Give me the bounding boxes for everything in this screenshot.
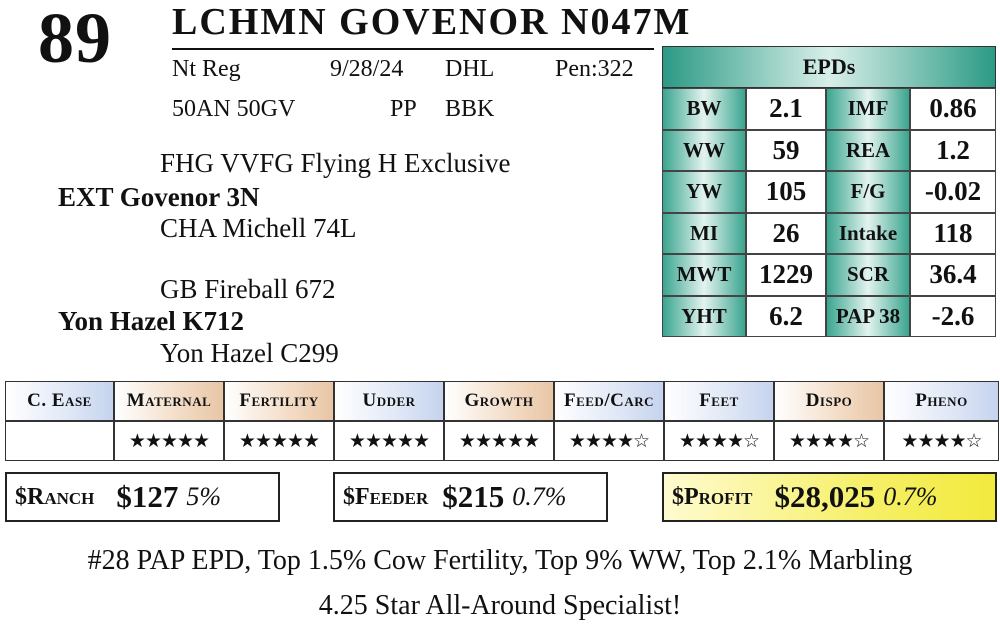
rating-stars: ★★★★☆	[774, 421, 884, 461]
rating-header: Growth	[444, 381, 554, 421]
epd-label: PAP 38	[826, 296, 910, 338]
epd-value: 2.1	[746, 88, 826, 130]
profit-pct: 0.7%	[883, 482, 938, 511]
sire-dam: CHA Michell 74L	[160, 213, 357, 243]
epd-label: SCR	[826, 254, 910, 296]
rating-stars: ★★★★★	[114, 421, 224, 461]
animal-name: LCHMN GOVENOR N047M	[172, 1, 692, 43]
epd-label: YW	[662, 171, 746, 213]
ranch-label: $Ranch	[15, 483, 95, 510]
epd-value: 0.86	[910, 88, 996, 130]
epd-label: BW	[662, 88, 746, 130]
rating-header: Feed/Carc	[554, 381, 664, 421]
feeder-value: $215	[442, 479, 505, 514]
epd-label: YHT	[662, 296, 746, 338]
ratings-table	[5, 381, 999, 461]
profit-value: $28,025	[774, 479, 876, 514]
epd-value: 1229	[746, 254, 826, 296]
epd-label: WW	[662, 130, 746, 172]
rating-stars: ★★★★☆	[884, 421, 999, 461]
epd-label: MI	[662, 213, 746, 255]
ranch-box	[5, 472, 280, 522]
ranch-pct: 5%	[186, 482, 222, 511]
rating-stars	[5, 421, 114, 461]
sire-sire: FHG VVFG Flying H Exclusive	[160, 148, 511, 178]
breed: 50AN 50GV	[172, 96, 296, 122]
feeder-box	[333, 472, 608, 522]
dam-dam: Yon Hazel C299	[160, 338, 339, 368]
epd-value: -0.02	[910, 171, 996, 213]
epd-value: 1.2	[910, 130, 996, 172]
epd-label: IMF	[826, 88, 910, 130]
rating-header: Fertility	[224, 381, 334, 421]
epd-value: 59	[746, 130, 826, 172]
code: DHL	[445, 56, 495, 82]
registration: Nt Reg	[172, 56, 241, 82]
sire: EXT Govenor 3N	[58, 182, 260, 212]
epd-value: 6.2	[746, 296, 826, 338]
dam: Yon Hazel K712	[58, 306, 244, 336]
rating-stars: ★★★★☆	[554, 421, 664, 461]
rating-header: Udder	[334, 381, 444, 421]
rating-header: Pheno	[884, 381, 999, 421]
polled: PP	[390, 96, 417, 122]
birth-date: 9/28/24	[330, 56, 404, 82]
coat-color: BBK	[445, 96, 495, 122]
feeder-label: $Feeder	[343, 483, 429, 510]
title-underline	[172, 48, 654, 50]
profit-label: $Profit	[672, 483, 753, 510]
footer-highlights: #28 PAP EPD, Top 1.5% Cow Fertility, Top 9% WW, Top 2.1% Marbling	[87, 545, 913, 576]
ranch-value: $127	[116, 479, 179, 514]
rating-header: Feet	[664, 381, 774, 421]
lot-number: 89	[38, 0, 112, 78]
epd-label: MWT	[662, 254, 746, 296]
epd-table	[662, 88, 996, 337]
epd-value: 105	[746, 171, 826, 213]
epd-value: 26	[746, 213, 826, 255]
feeder-pct: 0.7%	[512, 482, 567, 511]
dam-sire: GB Fireball 672	[160, 274, 336, 304]
epd-label: REA	[826, 130, 910, 172]
profit-box	[662, 472, 997, 522]
footer-tagline: 4.25 Star All-Around Specialist!	[318, 590, 682, 621]
rating-stars: ★★★★★	[334, 421, 444, 461]
epd-value: 118	[910, 213, 996, 255]
rating-header: Maternal	[114, 381, 224, 421]
epd-value: 36.4	[910, 254, 996, 296]
rating-header: C. Ease	[5, 381, 114, 421]
rating-header: Dispo	[774, 381, 884, 421]
rating-stars: ★★★★★	[444, 421, 554, 461]
rating-stars: ★★★★☆	[664, 421, 774, 461]
rating-stars: ★★★★★	[224, 421, 334, 461]
epd-header: EPDs	[662, 46, 996, 88]
epd-label: F/G	[826, 171, 910, 213]
epd-label: Intake	[826, 213, 910, 255]
pen: Pen:322	[555, 56, 634, 82]
epd-value: -2.6	[910, 296, 996, 338]
